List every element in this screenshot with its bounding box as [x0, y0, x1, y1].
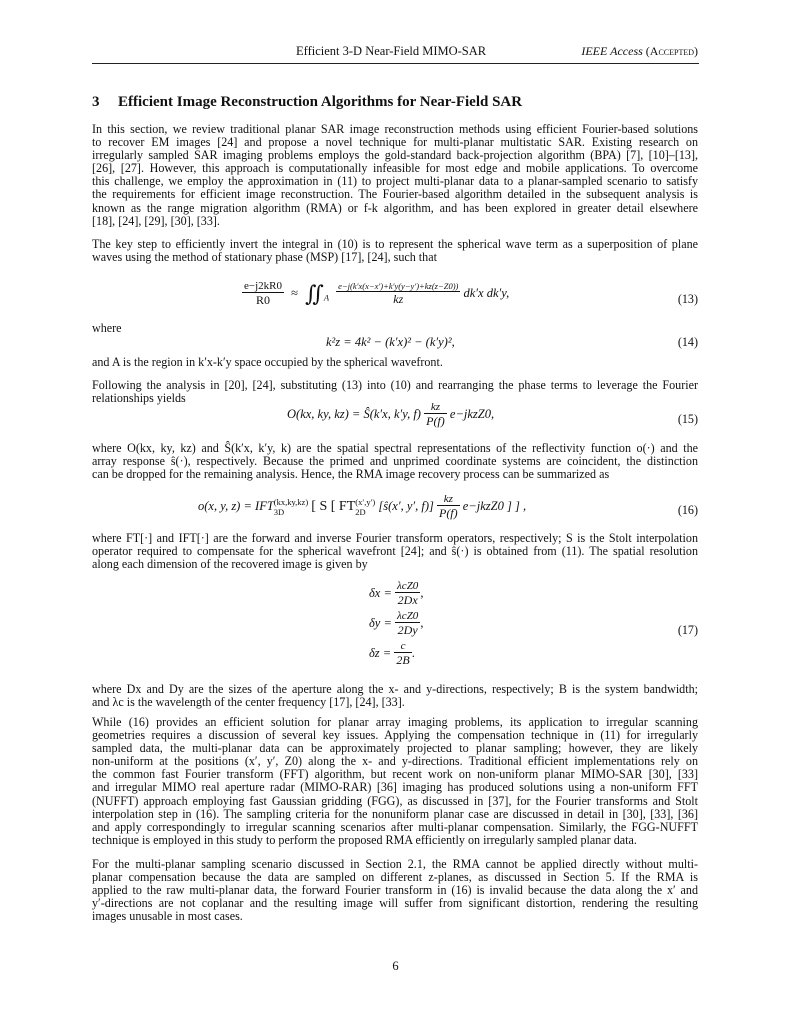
- eq17-row-y-lhs: δy =: [369, 615, 392, 630]
- text-line: this challenge, we employ the approximation in (11) to project multi-planar data to a planar-sampled scenario to satisfy: [92, 174, 698, 189]
- eq16-lhs: o(x, y, z) = IFT: [198, 498, 274, 513]
- journal-header: [581, 44, 698, 59]
- text-line: planar compensation because the data are sampled on different z-planes, as discussed in Section 5. If the RMA is: [92, 870, 698, 885]
- eq17-row-x-den: 2Dx: [397, 593, 418, 607]
- eq13-lhs-den: R0: [255, 293, 270, 307]
- paragraph-irregular: [92, 716, 698, 847]
- text-line: non-uniform at the positions (x′, y′, Z0) along the x- and y-directions. Traditional efficient implementations rely on: [92, 754, 698, 769]
- journal-name: IEEE Access: [581, 44, 643, 58]
- text-line: geometries requires a discussion of several key issues. Applying the compensation technique in (11) for irregularly: [92, 728, 698, 743]
- text-line: y′-directions are not coplanar and the resulting image will suffer from significant distortion, rendering the resulting: [92, 896, 698, 911]
- eq13-tail: dk′x dk′y,: [463, 285, 510, 300]
- text-line: irregularly sampled SAR imaging problems employs the gold-standard back-projection algorithm (BPA) [7], [10]–[13],: [92, 148, 698, 163]
- paragraph-region: [92, 356, 698, 369]
- eq17-row-y: [369, 610, 423, 638]
- eq13-rhs-den: kz: [393, 292, 404, 306]
- paragraph-intro: [92, 123, 698, 228]
- eq17-row-y-tail: ,: [420, 615, 424, 630]
- eq13-lhs-fraction: [242, 280, 284, 308]
- text-line: and apply correspondingly to irregular scanning scenarios after multi-planar compensation. Similarly, the FGG-NUFFT: [92, 819, 698, 834]
- eq17-row-x-tail: ,: [420, 585, 424, 600]
- eq17-row-y-num: λcZ0: [397, 610, 419, 622]
- eq13-rhs-num: e−j(k′x(x−x′)+k′y(y−y′)+kz(z−Z0)): [338, 281, 459, 291]
- equation-number-16: (16): [677, 503, 698, 517]
- eq17-row-y-fraction: [395, 610, 420, 638]
- eq17-row-z-lhs: δz =: [369, 645, 392, 660]
- text-line: and A is the region in k′x-k′y space occupied by the spherical wavefront.: [92, 355, 443, 369]
- equation-14: [326, 335, 455, 350]
- text-line: to recover EM images [24] and propose a novel technique for multi-planar multistatic SAR. Existing research on: [92, 135, 698, 150]
- eq13-lhs-num: e−j2kR0: [244, 280, 282, 292]
- eq13-region: A: [323, 292, 330, 303]
- text-line: and irregular MIMO real aperture radar (MIMO-RAR) [36] imaging has produced solutions using a non-uniform FFT: [92, 780, 698, 795]
- eq16-sub: 3D: [273, 507, 285, 517]
- paragraph-msp: [92, 238, 698, 264]
- paragraph-multiplanar: [92, 858, 698, 923]
- eq17-row-x-num: λcZ0: [397, 580, 419, 592]
- text-line: [26], [27]. However, this approach is computationally infeasible for most edge and mobile applications. To overcome: [92, 161, 698, 176]
- eq15-lhs: O(kx, ky, kz) = Ŝ(k′x, k′y, f): [287, 406, 421, 421]
- equation-15: [287, 401, 494, 429]
- text-line: relationships yields: [92, 391, 186, 406]
- equation-number-15: (15): [677, 412, 698, 426]
- eq17-row-z-den: 2B: [396, 653, 410, 667]
- text-line: The key step to efficiently invert the integral in (10) is to represent the spherical wave term as a superposition of plane: [92, 237, 698, 251]
- text-line: known as the range migration algorithm (RMA) or f-k algorithm, and has been explored in greater detail elsewhere: [92, 200, 698, 215]
- eq16-num: kz: [437, 493, 460, 506]
- section-heading: [92, 94, 522, 111]
- text-line: array response ŝ(·), respectively. Because the primed and unprimed coordinate systems are coincident, the distinction: [92, 454, 698, 469]
- paragraph-resolution: [92, 683, 698, 709]
- text-line: images unusable in most cases.: [92, 909, 243, 924]
- text-line: sampled data, the multi-planar data can be approximately projected to planar sampling; however, they are likely: [92, 741, 698, 756]
- where-label: where: [92, 321, 122, 335]
- eq16-ift-scripts: [274, 497, 308, 517]
- eq13-rhs-fraction: [336, 281, 460, 307]
- text-line: where O(kx, ky, kz) and Ŝ(k′x, k′y, k) are the spatial spectral representations of the reflectivity function o(·) and the: [92, 441, 698, 455]
- text-line: can be dropped for the remaining analysis. Hence, the RMA image recovery process can be summarized as: [92, 467, 610, 482]
- eq13-relation: ≈: [291, 285, 298, 300]
- header-rule: [92, 63, 699, 64]
- eq17-row-z-num: c: [394, 640, 411, 653]
- eq17-row-z: [369, 640, 423, 668]
- page-number: 6: [392, 959, 399, 973]
- eq16-sup: (kx,ky,kz): [273, 497, 309, 507]
- equation-number-13: (13): [677, 292, 698, 306]
- text-line: [18], [24], [29], [30], [33].: [92, 213, 220, 228]
- text-line: and λc is the wavelength of the center frequency [17], [24], [33].: [92, 695, 405, 710]
- text-line: operator required to compensate for the spherical wavefront [24]; and ŝ(·) is obtained from (11). The spatial resolution: [92, 544, 698, 559]
- double-integral-symbol: ∬: [305, 281, 324, 306]
- eq17-row-z-fraction: [394, 640, 411, 668]
- text-line: applied to the raw multi-planar data, the forward Fourier transform in (16) is invalid because the data along the x′ and: [92, 883, 698, 898]
- eq16-den: P(f): [438, 506, 458, 520]
- eq16-inner: [ŝ(x′, y′, f)]: [378, 498, 434, 513]
- eq17-row-x: [369, 580, 423, 608]
- text-line: the common fast Fourier transform (FFT) algorithm, but recent work on non-uniform planar MIMO-SAR [30], [33]: [92, 767, 698, 782]
- equation-13: [242, 280, 509, 308]
- text-line: For the multi-planar sampling scenario discussed in Section 2.1, the RMA cannot be applied directly without multi-: [92, 857, 698, 871]
- text-line: the requirements for efficient image reconstruction. The Fourier-based algorithm detailed in the subsequent analysis is: [92, 187, 698, 202]
- eq17-row-z-tail: .: [411, 645, 415, 660]
- text-line: (NUFFT) approach employing fast Gaussian gridding (FGG), as discussed in [37], for the Fourier transforms and Stolt: [92, 793, 698, 808]
- text-line: While (16) provides an efficient solution for planar array imaging problems, its application to irregular scanning: [92, 715, 698, 729]
- equation-16: [198, 493, 526, 521]
- eq17-row-x-fraction: [395, 580, 420, 608]
- eq16-sub2: 2D: [355, 507, 366, 517]
- running-title: Efficient 3-D Near-Field MIMO-SAR: [296, 44, 487, 58]
- eq16-tail: e−jkzZ0 ] ] ,: [462, 498, 527, 513]
- eq15-fraction: [424, 401, 447, 429]
- section-title: Efficient Image Reconstruction Algorithms for Near-Field SAR: [118, 94, 523, 110]
- equation-number-17: (17): [677, 623, 698, 637]
- text-line: where FT[·] and IFT[·] are the forward and inverse Fourier transform operators, respectively; S is the Stolt interpolation: [92, 531, 698, 545]
- equation-number-14: (14): [677, 335, 698, 349]
- eq16-mid: [ S [ FT: [311, 498, 356, 514]
- text-line: technique is employed in this study to perform the proposed RMA efficiently on irregularly sampled planar data.: [92, 832, 637, 847]
- paragraph-spectral: [92, 442, 698, 481]
- paragraph-operators: [92, 532, 698, 571]
- eq16-fraction: [437, 493, 460, 521]
- text-line: waves using the method of stationary phase (MSP) [17], [24], such that: [92, 250, 437, 265]
- text-line: Following the analysis in [20], [24], substituting (13) into (10) and rearranging the phase terms to leverage the Fourier: [92, 378, 698, 392]
- eq16-sup2: (x′,y′): [355, 497, 376, 507]
- eq15-num: kz: [424, 401, 447, 414]
- eq14-body: k²z = 4k² − (k′x)² − (k′y)²,: [326, 335, 455, 349]
- eq16-ft-scripts: [355, 497, 375, 517]
- eq17-row-y-den: 2Dy: [397, 623, 418, 637]
- eq17-row-x-lhs: δx =: [369, 585, 392, 600]
- equation-17: [369, 580, 423, 668]
- text-line: where Dx and Dy are the sizes of the aperture along the x- and y-directions, respectively; B is the system bandwidth;: [92, 682, 698, 696]
- eq15-tail: e−jkzZ0,: [449, 406, 495, 421]
- journal-status: (Accepted): [645, 44, 698, 58]
- eq15-den: P(f): [426, 414, 445, 428]
- text-line: interpolation step in (16). The sampling criteria for the nonuniform planar case are discussed in detail in [30], [33], [36]: [92, 806, 698, 821]
- text-line: along each dimension of the recovered image is given by: [92, 557, 368, 572]
- text-line: In this section, we review traditional planar SAR image reconstruction methods using efficient Fourier-based solutions: [92, 122, 698, 136]
- section-number: 3: [92, 94, 100, 110]
